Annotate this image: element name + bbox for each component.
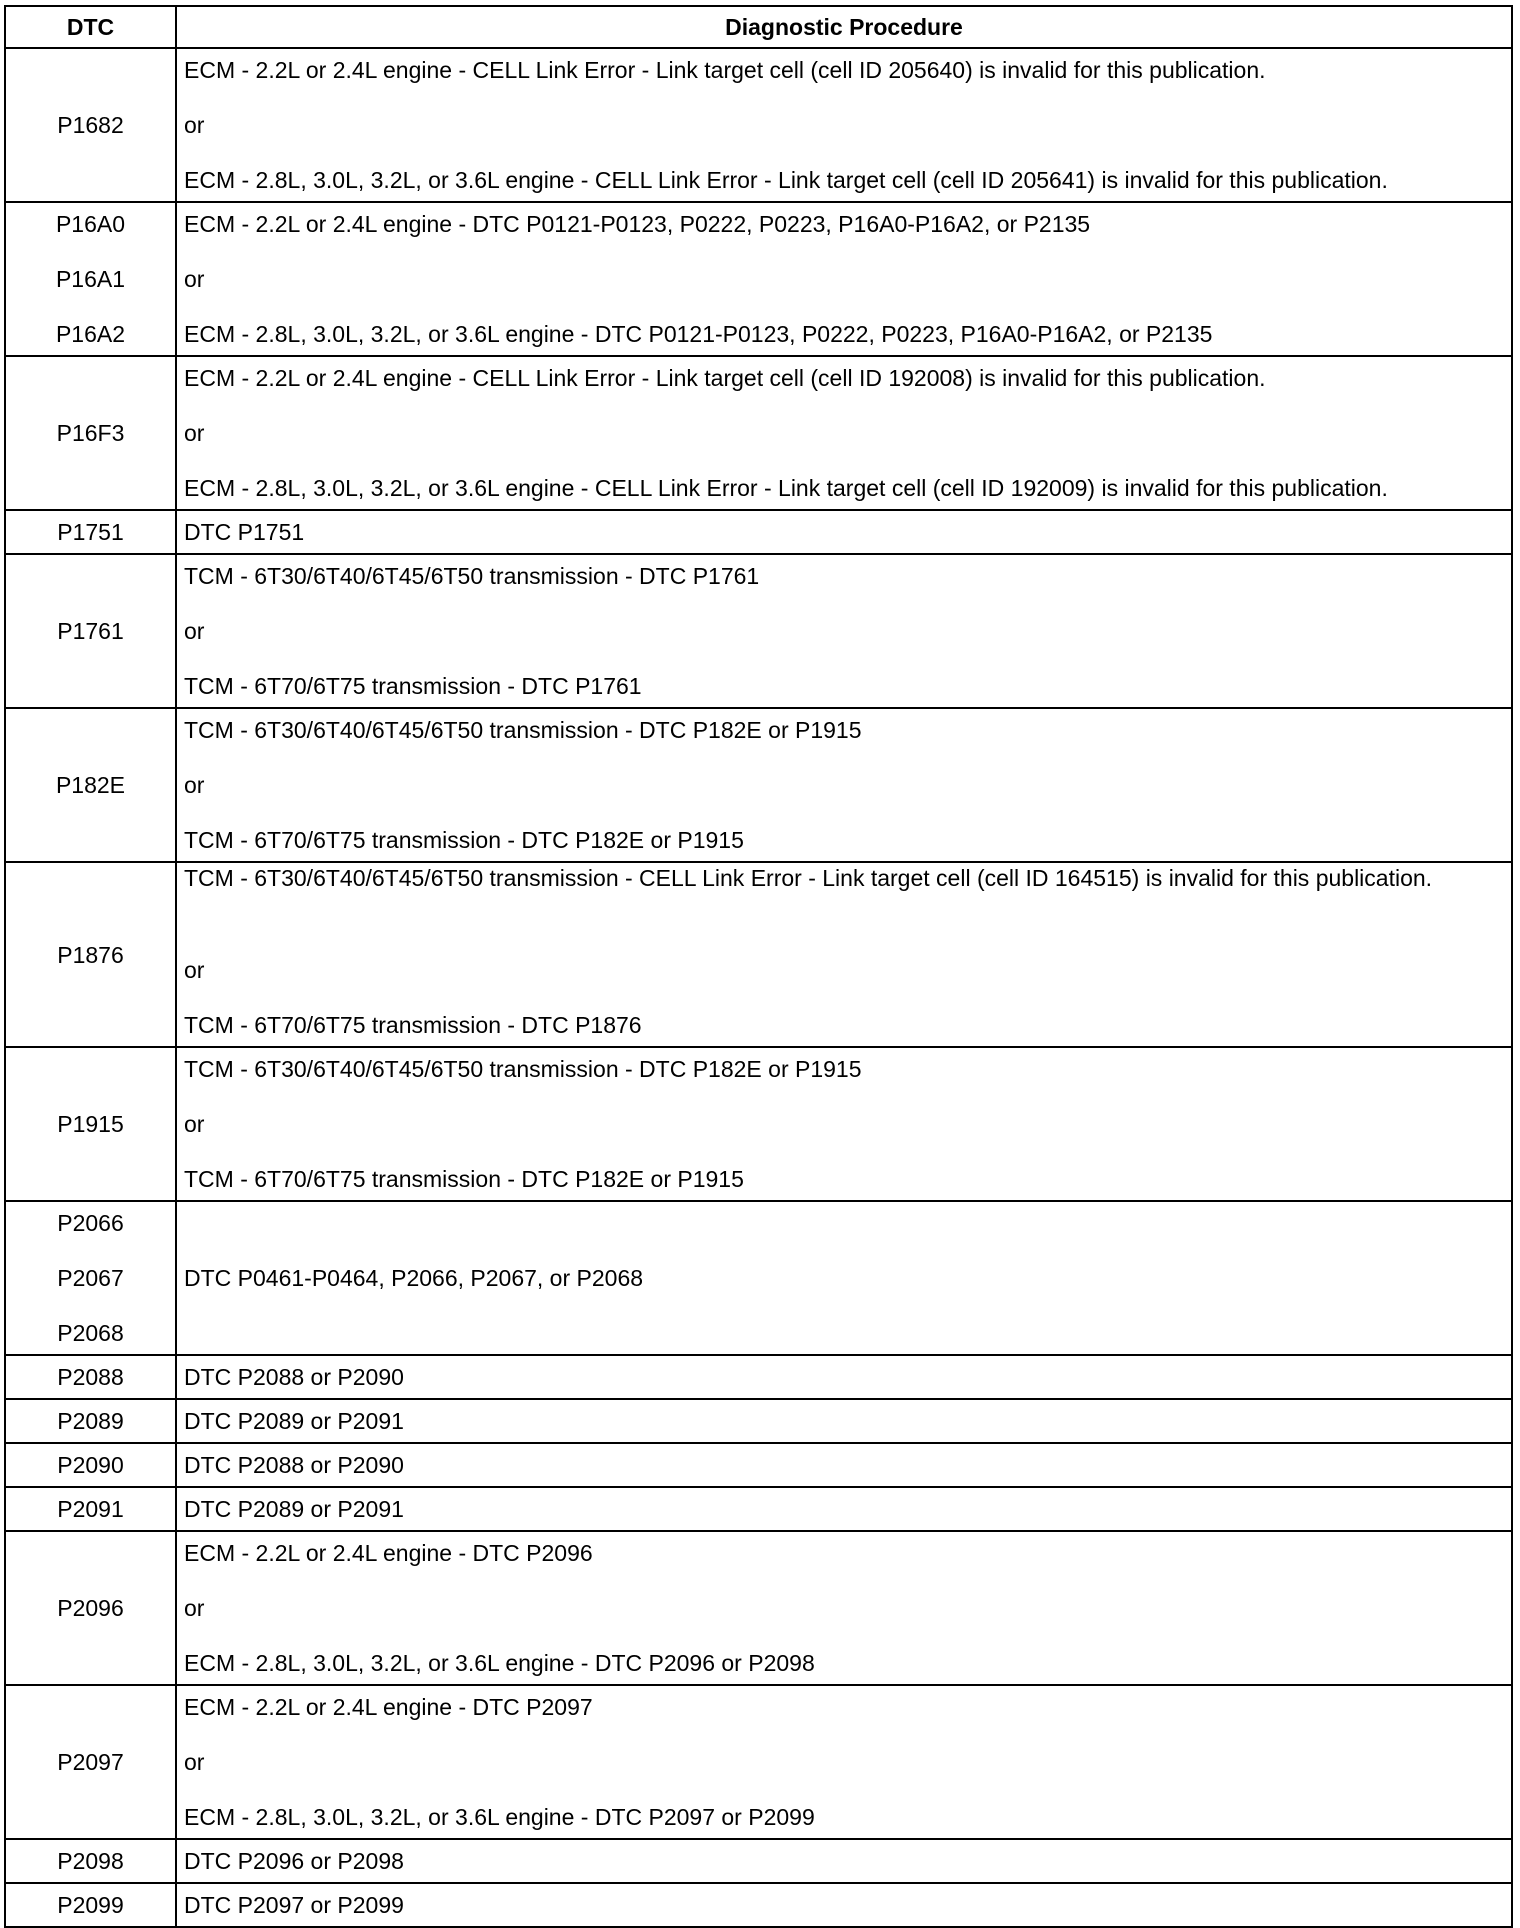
procedure-cell xyxy=(176,356,1512,510)
dtc-code-cell xyxy=(5,708,176,862)
dtc-code-cell xyxy=(5,48,176,202)
procedure-cell xyxy=(176,1201,1512,1355)
procedure-cell xyxy=(176,1839,1512,1883)
dtc-code: P1915 xyxy=(57,1111,124,1137)
dtc-code: P16A0 xyxy=(55,211,126,237)
dtc-code: P2068 xyxy=(57,1320,124,1346)
dtc-code-cell xyxy=(5,510,176,554)
dtc-code: P182E xyxy=(55,772,126,798)
dtc-code: P16A1 xyxy=(55,266,126,292)
or-separator: or xyxy=(184,957,205,983)
table-row xyxy=(5,510,1512,554)
dtc-code-cell xyxy=(5,1883,176,1927)
procedure-text: DTC P2089 or P2091 xyxy=(184,1408,404,1434)
dtc-code-cell xyxy=(5,862,176,1047)
dtc-code: P2098 xyxy=(57,1848,124,1874)
dtc-code: P2067 xyxy=(57,1265,124,1291)
procedure-cell xyxy=(176,1355,1512,1399)
dtc-code: P2099 xyxy=(57,1892,124,1918)
dtc-code-cell xyxy=(5,1355,176,1399)
procedure-cell xyxy=(176,1399,1512,1443)
procedure-text: DTC P2088 or P2090 xyxy=(184,1364,404,1390)
table-row xyxy=(5,1531,1512,1685)
table-row xyxy=(5,1399,1512,1443)
table-row xyxy=(5,356,1512,510)
dtc-code-cell xyxy=(5,554,176,708)
procedure-text: ECM - 2.2L or 2.4L engine - DTC P2097 xyxy=(184,1694,593,1720)
procedure-cell xyxy=(176,1883,1512,1927)
procedure-text: DTC P2096 or P2098 xyxy=(184,1848,404,1874)
dtc-code-cell xyxy=(5,1531,176,1685)
procedure-text: ECM - 2.8L, 3.0L, 3.2L, or 3.6L engine - DTC P2096 or P2098 xyxy=(184,1650,815,1676)
dtc-code: P16A2 xyxy=(55,321,126,347)
dtc-code-cell xyxy=(5,1839,176,1883)
dtc-code: P2091 xyxy=(57,1496,124,1522)
header-row xyxy=(5,6,1512,48)
dtc-code: P2096 xyxy=(57,1595,124,1621)
procedure-text: TCM - 6T70/6T75 transmission - DTC P182E or P1915 xyxy=(184,827,744,853)
procedure-column-header: Diagnostic Procedure xyxy=(176,6,1512,48)
dtc-code-cell xyxy=(5,1685,176,1839)
or-separator: or xyxy=(184,1595,205,1621)
table-row xyxy=(5,1047,1512,1201)
dtc-code: P1761 xyxy=(57,618,124,644)
procedure-text: ECM - 2.2L or 2.4L engine - DTC P2096 xyxy=(184,1540,593,1566)
table-row xyxy=(5,1443,1512,1487)
procedure-cell xyxy=(176,48,1512,202)
dtc-code: P1751 xyxy=(57,519,124,545)
dtc-code-cell xyxy=(5,202,176,356)
procedure-cell xyxy=(176,1531,1512,1685)
procedure-cell xyxy=(176,554,1512,708)
procedure-text: ECM - 2.2L or 2.4L engine - CELL Link Error - Link target cell (cell ID 192008) is invalid for this publication. xyxy=(184,365,1266,391)
table-row xyxy=(5,1883,1512,1927)
table-row xyxy=(5,202,1512,356)
or-separator: or xyxy=(184,772,205,798)
dtc-code: P2088 xyxy=(57,1364,124,1390)
procedure-cell xyxy=(176,202,1512,356)
procedure-cell xyxy=(176,510,1512,554)
procedure-cell xyxy=(176,1487,1512,1531)
procedure-text: TCM - 6T30/6T40/6T45/6T50 transmission - DTC P1761 xyxy=(184,563,760,589)
or-separator: or xyxy=(184,266,205,292)
table-row xyxy=(5,708,1512,862)
dtc-code: P2097 xyxy=(57,1749,124,1775)
procedure-text: ECM - 2.8L, 3.0L, 3.2L, or 3.6L engine - DTC P0121-P0123, P0222, P0223, P16A0-P16A2, or P2135 xyxy=(184,321,1213,347)
table-body xyxy=(5,48,1512,1927)
dtc-column-header: DTC xyxy=(5,6,176,48)
table-row xyxy=(5,554,1512,708)
procedure-cell xyxy=(176,1443,1512,1487)
or-separator: or xyxy=(184,1111,205,1137)
procedure-text: DTC P2088 or P2090 xyxy=(184,1452,404,1478)
or-separator: or xyxy=(184,618,205,644)
procedure-cell xyxy=(176,862,1512,1047)
table-row xyxy=(5,1355,1512,1399)
procedure-text: TCM - 6T70/6T75 transmission - DTC P182E or P1915 xyxy=(184,1166,744,1192)
dtc-table xyxy=(4,5,1513,1928)
procedure-cell xyxy=(176,1685,1512,1839)
procedure-text: TCM - 6T70/6T75 transmission - DTC P1876 xyxy=(184,1012,642,1038)
table-row xyxy=(5,1201,1512,1355)
dtc-code: P2089 xyxy=(57,1408,124,1434)
table-row xyxy=(5,1685,1512,1839)
procedure-cell xyxy=(176,1047,1512,1201)
procedure-text: ECM - 2.2L or 2.4L engine - CELL Link Error - Link target cell (cell ID 205640) is invalid for this publication. xyxy=(184,57,1266,83)
dtc-code: P1876 xyxy=(57,941,124,968)
procedure-text: TCM - 6T30/6T40/6T45/6T50 transmission - DTC P182E or P1915 xyxy=(184,1056,862,1082)
procedure-text: DTC P2097 or P2099 xyxy=(184,1892,404,1918)
dtc-code-cell xyxy=(5,1399,176,1443)
procedure-text: TCM - 6T30/6T40/6T45/6T50 transmission - CELL Link Error - Link target cell (cell ID 164515) is invalid for this publication. xyxy=(184,865,1433,891)
procedure-text: ECM - 2.8L, 3.0L, 3.2L, or 3.6L engine - CELL Link Error - Link target cell (cell ID 192009) is invalid for this publication. xyxy=(184,475,1388,501)
procedure-text: DTC P2089 or P2091 xyxy=(184,1496,404,1522)
table-row xyxy=(5,1839,1512,1883)
procedure-text: ECM - 2.2L or 2.4L engine - DTC P0121-P0123, P0222, P0223, P16A0-P16A2, or P2135 xyxy=(184,211,1091,237)
table-row xyxy=(5,1487,1512,1531)
or-separator: or xyxy=(184,112,205,138)
dtc-code-cell xyxy=(5,356,176,510)
procedure-cell xyxy=(176,708,1512,862)
table-row xyxy=(5,48,1512,202)
procedure-text: ECM - 2.8L, 3.0L, 3.2L, or 3.6L engine - CELL Link Error - Link target cell (cell ID 205641) is invalid for this publication. xyxy=(184,167,1388,193)
dtc-code: P2066 xyxy=(57,1210,124,1236)
dtc-code: P16F3 xyxy=(56,420,125,446)
dtc-code-cell xyxy=(5,1201,176,1355)
procedure-text: ECM - 2.8L, 3.0L, 3.2L, or 3.6L engine - DTC P2097 or P2099 xyxy=(184,1804,815,1830)
or-separator: or xyxy=(184,420,205,446)
dtc-code-cell xyxy=(5,1443,176,1487)
dtc-code-cell xyxy=(5,1487,176,1531)
procedure-text: TCM - 6T70/6T75 transmission - DTC P1761 xyxy=(184,673,642,699)
dtc-code: P1682 xyxy=(57,112,124,138)
procedure-text: TCM - 6T30/6T40/6T45/6T50 transmission - DTC P182E or P1915 xyxy=(184,717,862,743)
procedure-text: DTC P0461-P0464, P2066, P2067, or P2068 xyxy=(184,1265,644,1291)
dtc-code: P2090 xyxy=(57,1452,124,1478)
or-separator: or xyxy=(184,1749,205,1775)
dtc-code-cell xyxy=(5,1047,176,1201)
procedure-text: DTC P1751 xyxy=(184,519,305,545)
table-row xyxy=(5,862,1512,1047)
